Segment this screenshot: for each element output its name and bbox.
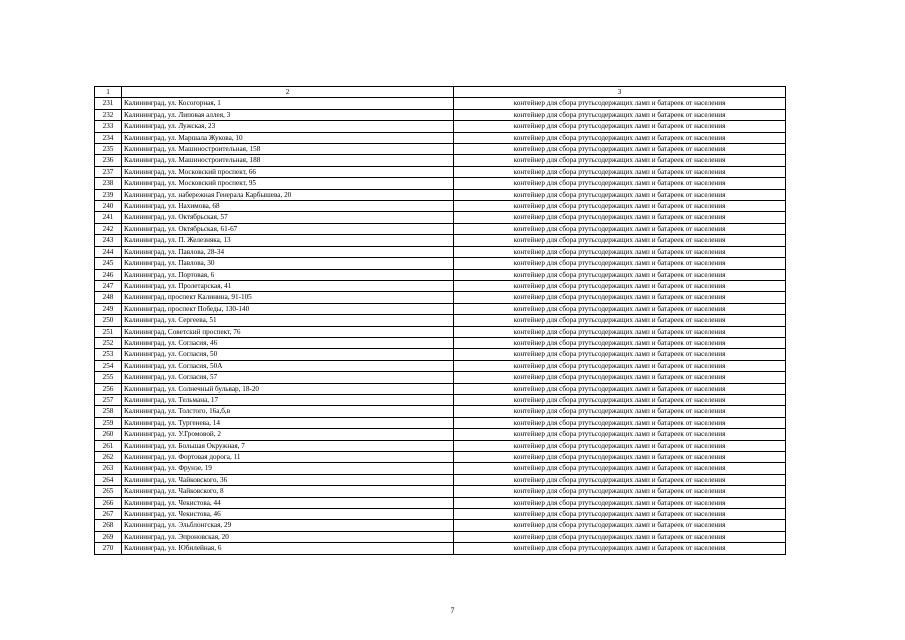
row-number-cell: 240	[95, 201, 122, 212]
row-number-cell: 265	[95, 486, 122, 497]
description-cell: контейнер для сбора ртутьсодержащих ламп и батареек от населения	[454, 429, 786, 440]
description-cell: контейнер для сбора ртутьсодержащих ламп и батареек от населения	[454, 292, 786, 303]
address-cell: Калининград, ул. Сергеева, 51	[122, 315, 454, 326]
row-number-cell: 261	[95, 440, 122, 451]
address-cell: Калининград, ул. У.Громовой, 2	[122, 429, 454, 440]
address-cell: Калининград, ул. Эльблонгская, 29	[122, 520, 454, 531]
row-number-cell: 232	[95, 109, 122, 120]
row-number-cell: 241	[95, 212, 122, 223]
description-cell: контейнер для сбора ртутьсодержащих ламп и батареек от населения	[454, 280, 786, 291]
address-cell: Калининград, ул. Павлова, 28-34	[122, 246, 454, 257]
address-cell: Калининград, ул. набережная Генерала Карбышева, 20	[122, 189, 454, 200]
table-row	[95, 474, 786, 485]
table-row	[95, 486, 786, 497]
table-row	[95, 246, 786, 257]
row-number-cell: 255	[95, 372, 122, 383]
description-cell: контейнер для сбора ртутьсодержащих ламп и батареек от населения	[454, 372, 786, 383]
row-number-cell: 242	[95, 223, 122, 234]
address-cell: Калининград, ул. П. Железняка, 13	[122, 235, 454, 246]
address-cell: Калининград, ул. Лужская, 23	[122, 121, 454, 132]
address-cell: Калининград, ул. Чекистова, 44	[122, 497, 454, 508]
address-cell: Калининград, ул. Тельмана, 17	[122, 394, 454, 405]
table-row	[95, 372, 786, 383]
header-cell-address: 2	[122, 87, 454, 98]
row-number-cell: 234	[95, 132, 122, 143]
row-number-cell: 267	[95, 509, 122, 520]
table-row	[95, 497, 786, 508]
description-cell: контейнер для сбора ртутьсодержащих ламп и батареек от населения	[454, 337, 786, 348]
description-cell: контейнер для сбора ртутьсодержащих ламп и батареек от населения	[454, 486, 786, 497]
description-cell: контейнер для сбора ртутьсодержащих ламп и батареек от населения	[454, 417, 786, 428]
description-cell: контейнер для сбора ртутьсодержащих ламп и батареек от населения	[454, 474, 786, 485]
address-cell: Калининград, ул. Нахимова, 68	[122, 201, 454, 212]
row-number-cell: 237	[95, 166, 122, 177]
address-cell: Калининград, ул. Октябрьская, 57	[122, 212, 454, 223]
description-cell: контейнер для сбора ртутьсодержащих ламп и батареек от населения	[454, 440, 786, 451]
address-cell: Калининград, ул. Портовая, 6	[122, 269, 454, 280]
table-row	[95, 212, 786, 223]
row-number-cell: 238	[95, 178, 122, 189]
description-cell: контейнер для сбора ртутьсодержащих ламп и батареек от населения	[454, 326, 786, 337]
address-cell: Калининград, ул. Липовая аллея, 3	[122, 109, 454, 120]
address-cell: Калининград, ул. Косогорная, 1	[122, 98, 454, 109]
row-number-cell: 239	[95, 189, 122, 200]
description-cell: контейнер для сбора ртутьсодержащих ламп и батареек от населения	[454, 109, 786, 120]
table-row	[95, 292, 786, 303]
table-row	[95, 98, 786, 109]
table-row	[95, 132, 786, 143]
address-cell: Калининград, ул. Маршала Жукова, 10	[122, 132, 454, 143]
address-cell: Калининград, ул. Павлова, 30	[122, 258, 454, 269]
address-cell: Калининград, ул. Чайковского, 8	[122, 486, 454, 497]
description-cell: контейнер для сбора ртутьсодержащих ламп и батареек от населения	[454, 98, 786, 109]
description-cell: контейнер для сбора ртутьсодержащих ламп и батареек от населения	[454, 497, 786, 508]
description-cell: контейнер для сбора ртутьсодержащих ламп и батареек от населения	[454, 178, 786, 189]
page-number: 7	[450, 606, 455, 615]
row-number-cell: 258	[95, 406, 122, 417]
table-row	[95, 429, 786, 440]
table-row	[95, 258, 786, 269]
row-number-cell: 246	[95, 269, 122, 280]
row-number-cell: 231	[95, 98, 122, 109]
table-row	[95, 223, 786, 234]
table-row	[95, 280, 786, 291]
row-number-cell: 236	[95, 155, 122, 166]
description-cell: контейнер для сбора ртутьсодержащих ламп и батареек от населения	[454, 212, 786, 223]
description-cell: контейнер для сбора ртутьсодержащих ламп и батареек от населения	[454, 509, 786, 520]
table-row	[95, 440, 786, 451]
address-cell: Калининград, ул. Октябрьская, 61-67	[122, 223, 454, 234]
row-number-cell: 244	[95, 246, 122, 257]
description-cell: контейнер для сбора ртутьсодержащих ламп и батареек от населения	[454, 303, 786, 314]
row-number-cell: 256	[95, 383, 122, 394]
table-row	[95, 201, 786, 212]
table-row	[95, 394, 786, 405]
table-row	[95, 166, 786, 177]
row-number-cell: 247	[95, 280, 122, 291]
table-row	[95, 109, 786, 120]
table-row	[95, 349, 786, 360]
table-row	[95, 360, 786, 371]
table-row	[95, 406, 786, 417]
description-cell: контейнер для сбора ртутьсодержащих ламп и батареек от населения	[454, 463, 786, 474]
table-row	[95, 520, 786, 531]
address-cell: Калининград, проспект Победы, 130-140	[122, 303, 454, 314]
row-number-cell: 253	[95, 349, 122, 360]
table-body	[95, 87, 786, 555]
address-cell: Калининград, ул. Чайковского, 36	[122, 474, 454, 485]
description-cell: контейнер для сбора ртутьсодержащих ламп и батареек от населения	[454, 269, 786, 280]
table-row	[95, 417, 786, 428]
table-row	[95, 463, 786, 474]
row-number-cell: 262	[95, 452, 122, 463]
table-row	[95, 178, 786, 189]
row-number-cell: 264	[95, 474, 122, 485]
address-cell: Калининград, ул. Юбилейная, 6	[122, 543, 454, 554]
row-number-cell: 266	[95, 497, 122, 508]
header-cell-description: 3	[454, 87, 786, 98]
address-cell: Калининград, ул. Московский проспект, 95	[122, 178, 454, 189]
description-cell: контейнер для сбора ртутьсодержащих ламп и батареек от населения	[454, 166, 786, 177]
address-cell: Калининград, ул. Толстого, 16а,б,в	[122, 406, 454, 417]
row-number-cell: 233	[95, 121, 122, 132]
row-number-cell: 249	[95, 303, 122, 314]
table-row	[95, 303, 786, 314]
address-cell: Калининград, ул. Согласия, 46	[122, 337, 454, 348]
description-cell: контейнер для сбора ртутьсодержащих ламп и батареек от населения	[454, 520, 786, 531]
row-number-cell: 248	[95, 292, 122, 303]
table-row	[95, 543, 786, 554]
address-cell: Калининград, Советский проспект, 76	[122, 326, 454, 337]
description-cell: контейнер для сбора ртутьсодержащих ламп и батареек от населения	[454, 349, 786, 360]
description-cell: контейнер для сбора ртутьсодержащих ламп и батареек от населения	[454, 155, 786, 166]
description-cell: контейнер для сбора ртутьсодержащих ламп и батареек от населения	[454, 360, 786, 371]
row-number-cell: 259	[95, 417, 122, 428]
address-cell: Калининград, ул. Согласия, 57	[122, 372, 454, 383]
table-row	[95, 269, 786, 280]
row-number-cell: 235	[95, 144, 122, 155]
row-number-cell: 254	[95, 360, 122, 371]
description-cell: контейнер для сбора ртутьсодержащих ламп и батареек от населения	[454, 235, 786, 246]
address-cell: Калининград, ул. Тургенева, 14	[122, 417, 454, 428]
table-row	[95, 235, 786, 246]
table-row	[95, 452, 786, 463]
description-cell: контейнер для сбора ртутьсодержащих ламп и батареек от населения	[454, 144, 786, 155]
description-cell: контейнер для сбора ртутьсодержащих ламп и батареек от населения	[454, 132, 786, 143]
row-number-cell: 251	[95, 326, 122, 337]
table-row	[95, 383, 786, 394]
table-row	[95, 144, 786, 155]
description-cell: контейнер для сбора ртутьсодержащих ламп и батареек от населения	[454, 246, 786, 257]
row-number-cell: 243	[95, 235, 122, 246]
address-cell: Калининград, ул. Эпроновская, 20	[122, 531, 454, 542]
address-cell: Калининград, ул. Фрунзе, 19	[122, 463, 454, 474]
address-cell: Калининград, ул. Машиностроительная, 188	[122, 155, 454, 166]
address-cell: Калининград, ул. Большая Окружная, 7	[122, 440, 454, 451]
table-row	[95, 315, 786, 326]
table-row	[95, 531, 786, 542]
address-cell: Калининград, ул. Чекистова, 46	[122, 509, 454, 520]
description-cell: контейнер для сбора ртутьсодержащих ламп и батареек от населения	[454, 223, 786, 234]
row-number-cell: 245	[95, 258, 122, 269]
address-cell: Калининград, проспект Калинина, 91-105	[122, 292, 454, 303]
description-cell: контейнер для сбора ртутьсодержащих ламп и батареек от населения	[454, 406, 786, 417]
row-number-cell: 252	[95, 337, 122, 348]
row-number-cell: 263	[95, 463, 122, 474]
table-row	[95, 155, 786, 166]
table-row	[95, 326, 786, 337]
row-number-cell: 260	[95, 429, 122, 440]
description-cell: контейнер для сбора ртутьсодержащих ламп и батареек от населения	[454, 315, 786, 326]
address-cell: Калининград, ул. Согласия, 50	[122, 349, 454, 360]
header-cell-number: 1	[95, 87, 122, 98]
table-row	[95, 189, 786, 200]
address-cell: Калининград, ул. Московский проспект, 66	[122, 166, 454, 177]
description-cell: контейнер для сбора ртутьсодержащих ламп и батареек от населения	[454, 189, 786, 200]
address-cell: Калининград, ул. Согласия, 50А	[122, 360, 454, 371]
row-number-cell: 257	[95, 394, 122, 405]
table-header-row	[95, 87, 786, 98]
address-cell: Калининград, ул. Фортовая дорога, 11	[122, 452, 454, 463]
description-cell: контейнер для сбора ртутьсодержащих ламп и батареек от населения	[454, 201, 786, 212]
description-cell: контейнер для сбора ртутьсодержащих ламп и батареек от населения	[454, 452, 786, 463]
address-cell: Калининград, ул. Солнечный бульвар, 18-20	[122, 383, 454, 394]
address-cell: Калининград, ул. Пролетарская, 41	[122, 280, 454, 291]
locations-table	[94, 86, 786, 555]
row-number-cell: 269	[95, 531, 122, 542]
row-number-cell: 268	[95, 520, 122, 531]
address-cell: Калининград, ул. Машиностроительная, 158	[122, 144, 454, 155]
table-row	[95, 509, 786, 520]
description-cell: контейнер для сбора ртутьсодержащих ламп и батареек от населения	[454, 531, 786, 542]
table-row	[95, 337, 786, 348]
row-number-cell: 250	[95, 315, 122, 326]
row-number-cell: 270	[95, 543, 122, 554]
description-cell: контейнер для сбора ртутьсодержащих ламп и батареек от населения	[454, 121, 786, 132]
description-cell: контейнер для сбора ртутьсодержащих ламп и батареек от населения	[454, 543, 786, 554]
description-cell: контейнер для сбора ртутьсодержащих ламп и батареек от населения	[454, 258, 786, 269]
description-cell: контейнер для сбора ртутьсодержащих ламп и батареек от населения	[454, 383, 786, 394]
description-cell: контейнер для сбора ртутьсодержащих ламп и батареек от населения	[454, 394, 786, 405]
table-row	[95, 121, 786, 132]
